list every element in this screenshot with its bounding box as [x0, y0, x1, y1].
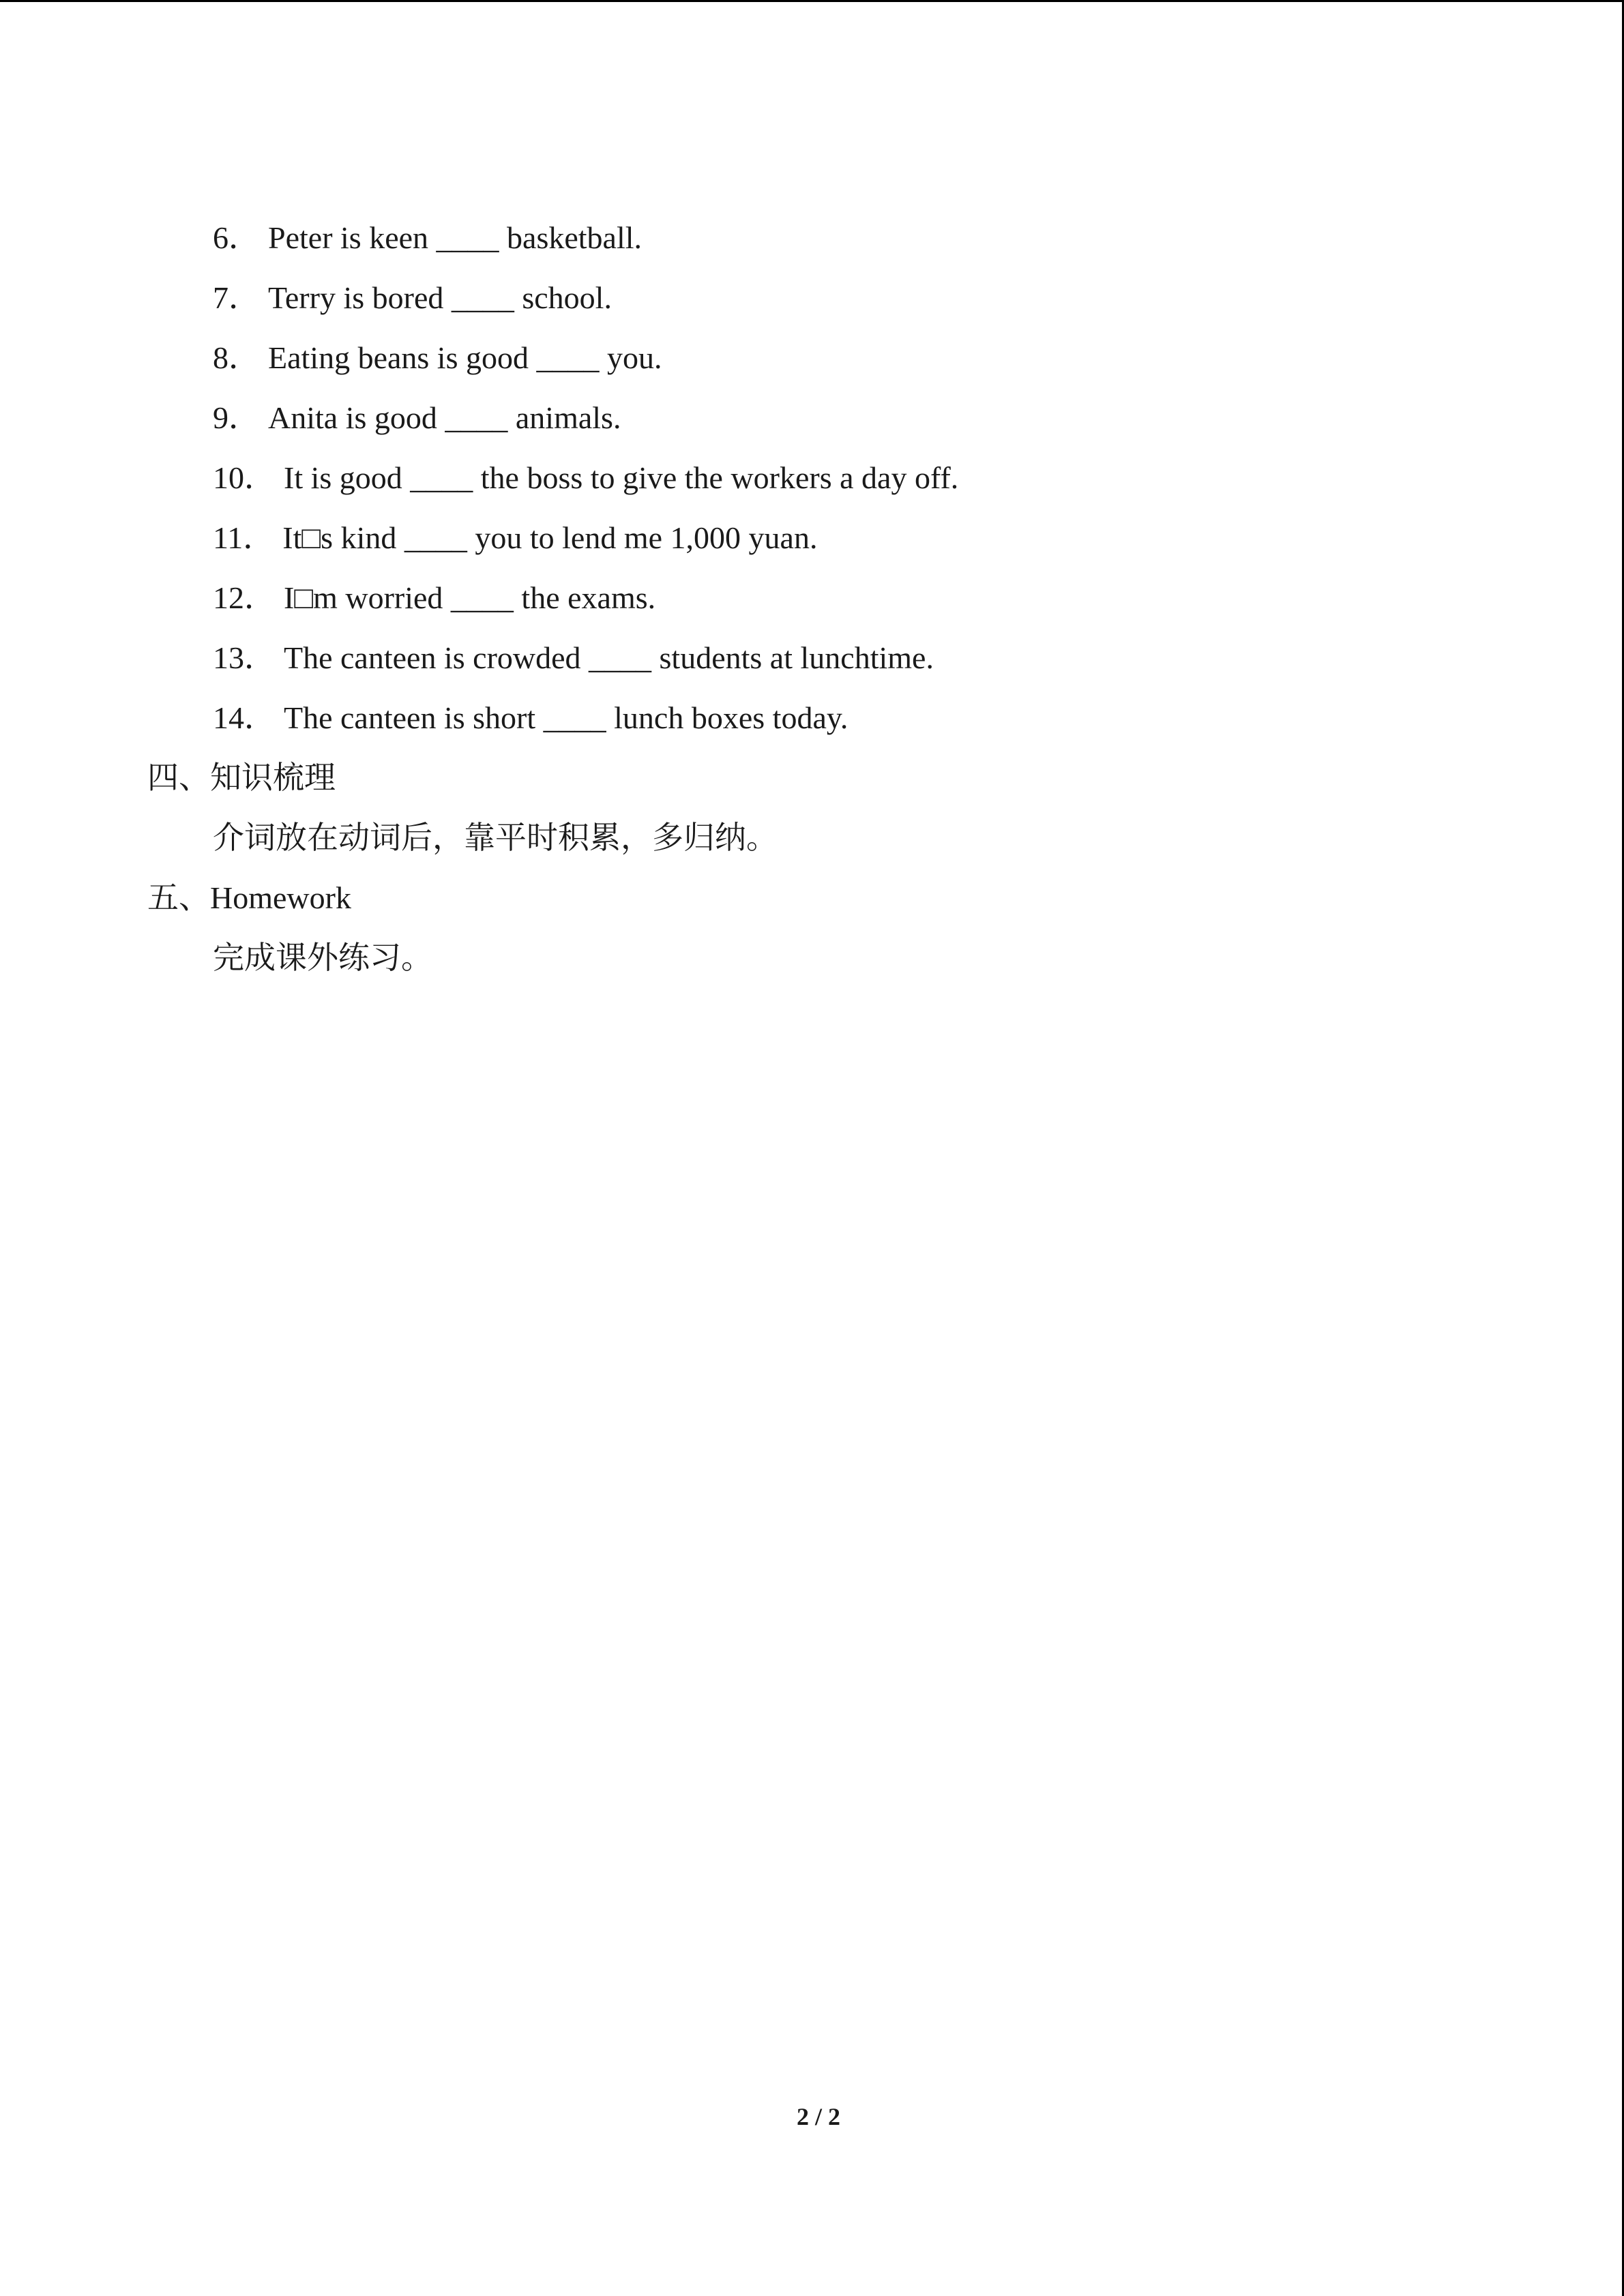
question-text: The canteen is crowded ____ students at lunchtime.	[284, 640, 934, 675]
question-text: Peter is keen ____ basketball.	[268, 220, 643, 255]
question-number: 10．	[213, 460, 276, 495]
question-number: 6．	[213, 220, 260, 255]
question-6	[213, 218, 642, 258]
question-13	[213, 638, 934, 679]
section-5-heading: 五、Homework	[147, 880, 351, 915]
question-number: 12．	[213, 580, 276, 615]
question-number: 11．	[213, 520, 275, 555]
question-text: The canteen is short ____ lunch boxes today.	[284, 700, 848, 735]
question-number: 13．	[213, 640, 276, 675]
question-7	[213, 278, 612, 318]
question-text: It is good ____ the boss to give the workers a day off.	[284, 460, 959, 495]
question-11	[213, 518, 817, 558]
question-9	[213, 398, 621, 438]
question-number: 9．	[213, 400, 260, 435]
question-number: 7．	[213, 280, 260, 315]
section-4-body: 介词放在动词后，靠平时积累，多归纳。	[213, 820, 778, 855]
question-text: Anita is good ____ animals.	[268, 400, 621, 435]
question-text: It□s kind ____ you to lend me 1,000 yuan.	[282, 520, 818, 555]
section-5-body: 完成课外练习。	[213, 940, 432, 975]
page-number: 2 / 2	[796, 2103, 840, 2130]
question-14	[213, 698, 848, 739]
question-text: Eating beans is good ____ you.	[268, 340, 662, 375]
question-text: Terry is bored ____ school.	[268, 280, 612, 315]
question-10	[213, 458, 958, 498]
question-8	[213, 338, 662, 378]
question-12	[213, 578, 655, 618]
question-number: 14．	[213, 700, 276, 735]
question-text: I□m worried ____ the exams.	[284, 580, 656, 615]
question-number: 8．	[213, 340, 260, 375]
section-4-heading: 四、知识梳理	[147, 760, 336, 795]
